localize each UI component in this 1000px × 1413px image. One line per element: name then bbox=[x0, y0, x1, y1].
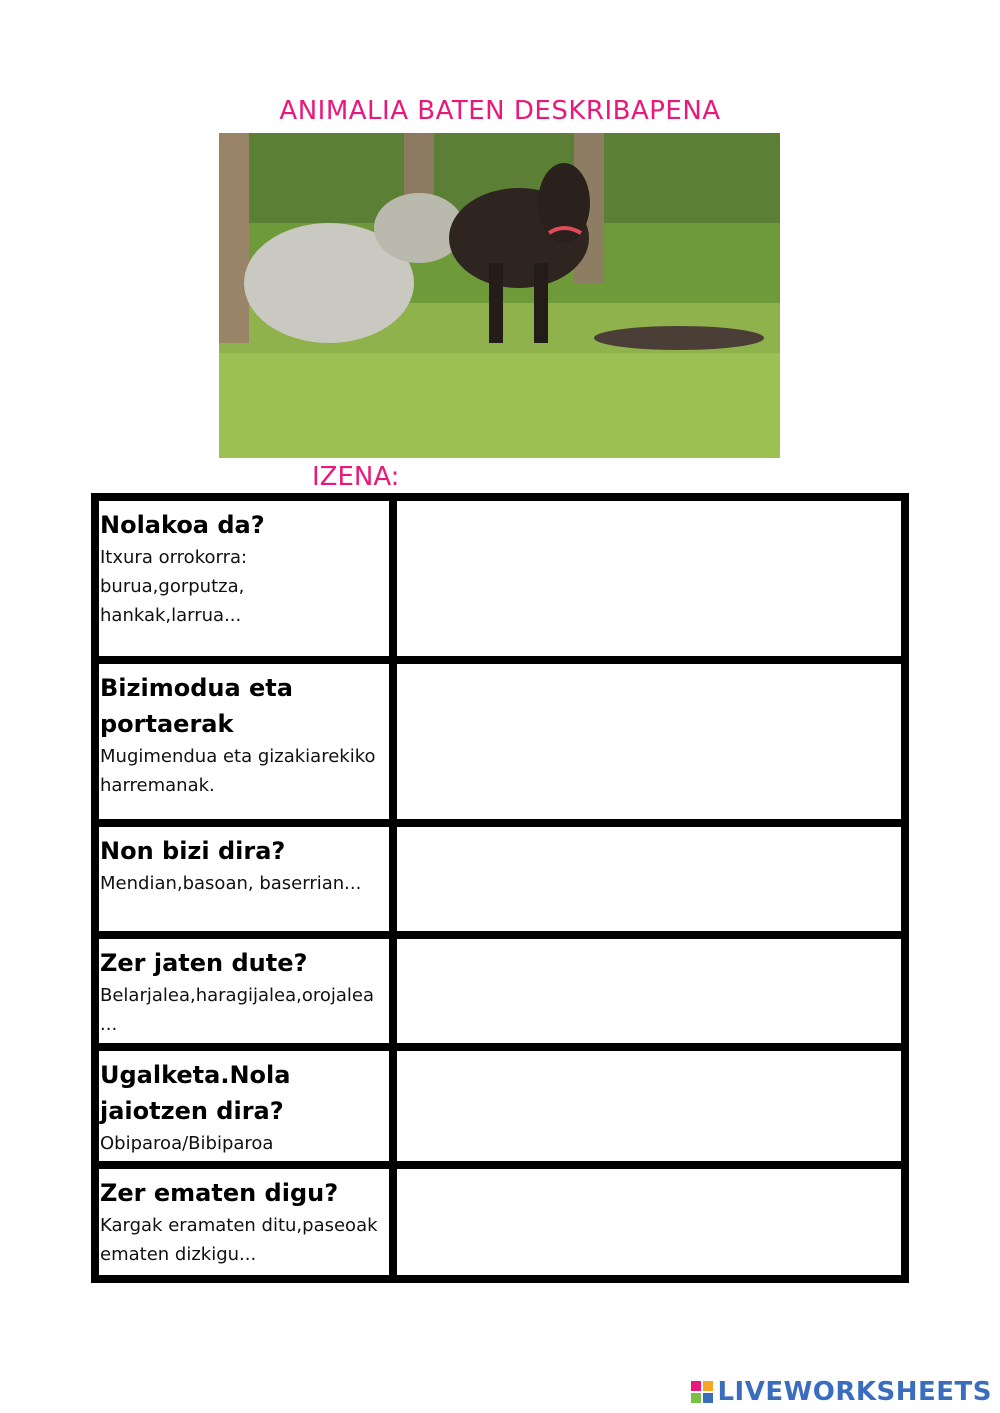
brand-name: LIVEWORKSHEETS bbox=[717, 1377, 992, 1407]
pony-photo bbox=[219, 133, 780, 458]
logo-square bbox=[691, 1381, 701, 1391]
row-hint: Itxura orrokorra: burua,gorputza, hankak,larrua... bbox=[100, 547, 248, 626]
row-hint: Obiparoa/Bibiparoa bbox=[100, 1133, 274, 1154]
row-question: Ugalketa.Nola jaiotzen dira? bbox=[100, 1061, 291, 1125]
row-label bbox=[99, 501, 389, 656]
answer-field[interactable] bbox=[397, 939, 901, 1043]
liveworksheets-logo bbox=[691, 1377, 992, 1407]
answer-field[interactable] bbox=[397, 1169, 901, 1275]
row-hint: Mendian,basoan, baserrian... bbox=[100, 873, 362, 894]
description-table bbox=[91, 493, 909, 1283]
row-question: Non bizi dira? bbox=[100, 837, 286, 865]
answer-field[interactable] bbox=[397, 501, 901, 656]
name-label: IZENA: bbox=[312, 462, 400, 492]
row-hint: Kargak eramaten ditu,paseoak ematen dizkigu... bbox=[100, 1215, 378, 1265]
row-question: Zer jaten dute? bbox=[100, 949, 308, 977]
logo-square bbox=[703, 1381, 713, 1391]
row-question: Bizimodua eta portaerak bbox=[100, 674, 293, 738]
row-label bbox=[99, 827, 389, 931]
logo-icon bbox=[691, 1381, 713, 1403]
row-hint: Belarjalea,haragijalea,orojalea ... bbox=[100, 985, 375, 1035]
worksheet-title: ANIMALIA BATEN DESKRIBAPENA bbox=[279, 96, 721, 126]
row-hint: Mugimendua eta gizakiarekiko harremanak. bbox=[100, 746, 376, 796]
row-label bbox=[99, 664, 389, 819]
answer-field[interactable] bbox=[397, 664, 901, 819]
row-label bbox=[99, 1051, 389, 1161]
row-question: Nolakoa da? bbox=[100, 511, 265, 539]
answer-field[interactable] bbox=[397, 1051, 901, 1161]
logo-square bbox=[691, 1393, 701, 1403]
logo-square bbox=[703, 1393, 713, 1403]
row-label bbox=[99, 1169, 389, 1275]
row-question: Zer ematen digu? bbox=[100, 1179, 339, 1207]
answer-field[interactable] bbox=[397, 827, 901, 931]
row-label bbox=[99, 939, 389, 1043]
